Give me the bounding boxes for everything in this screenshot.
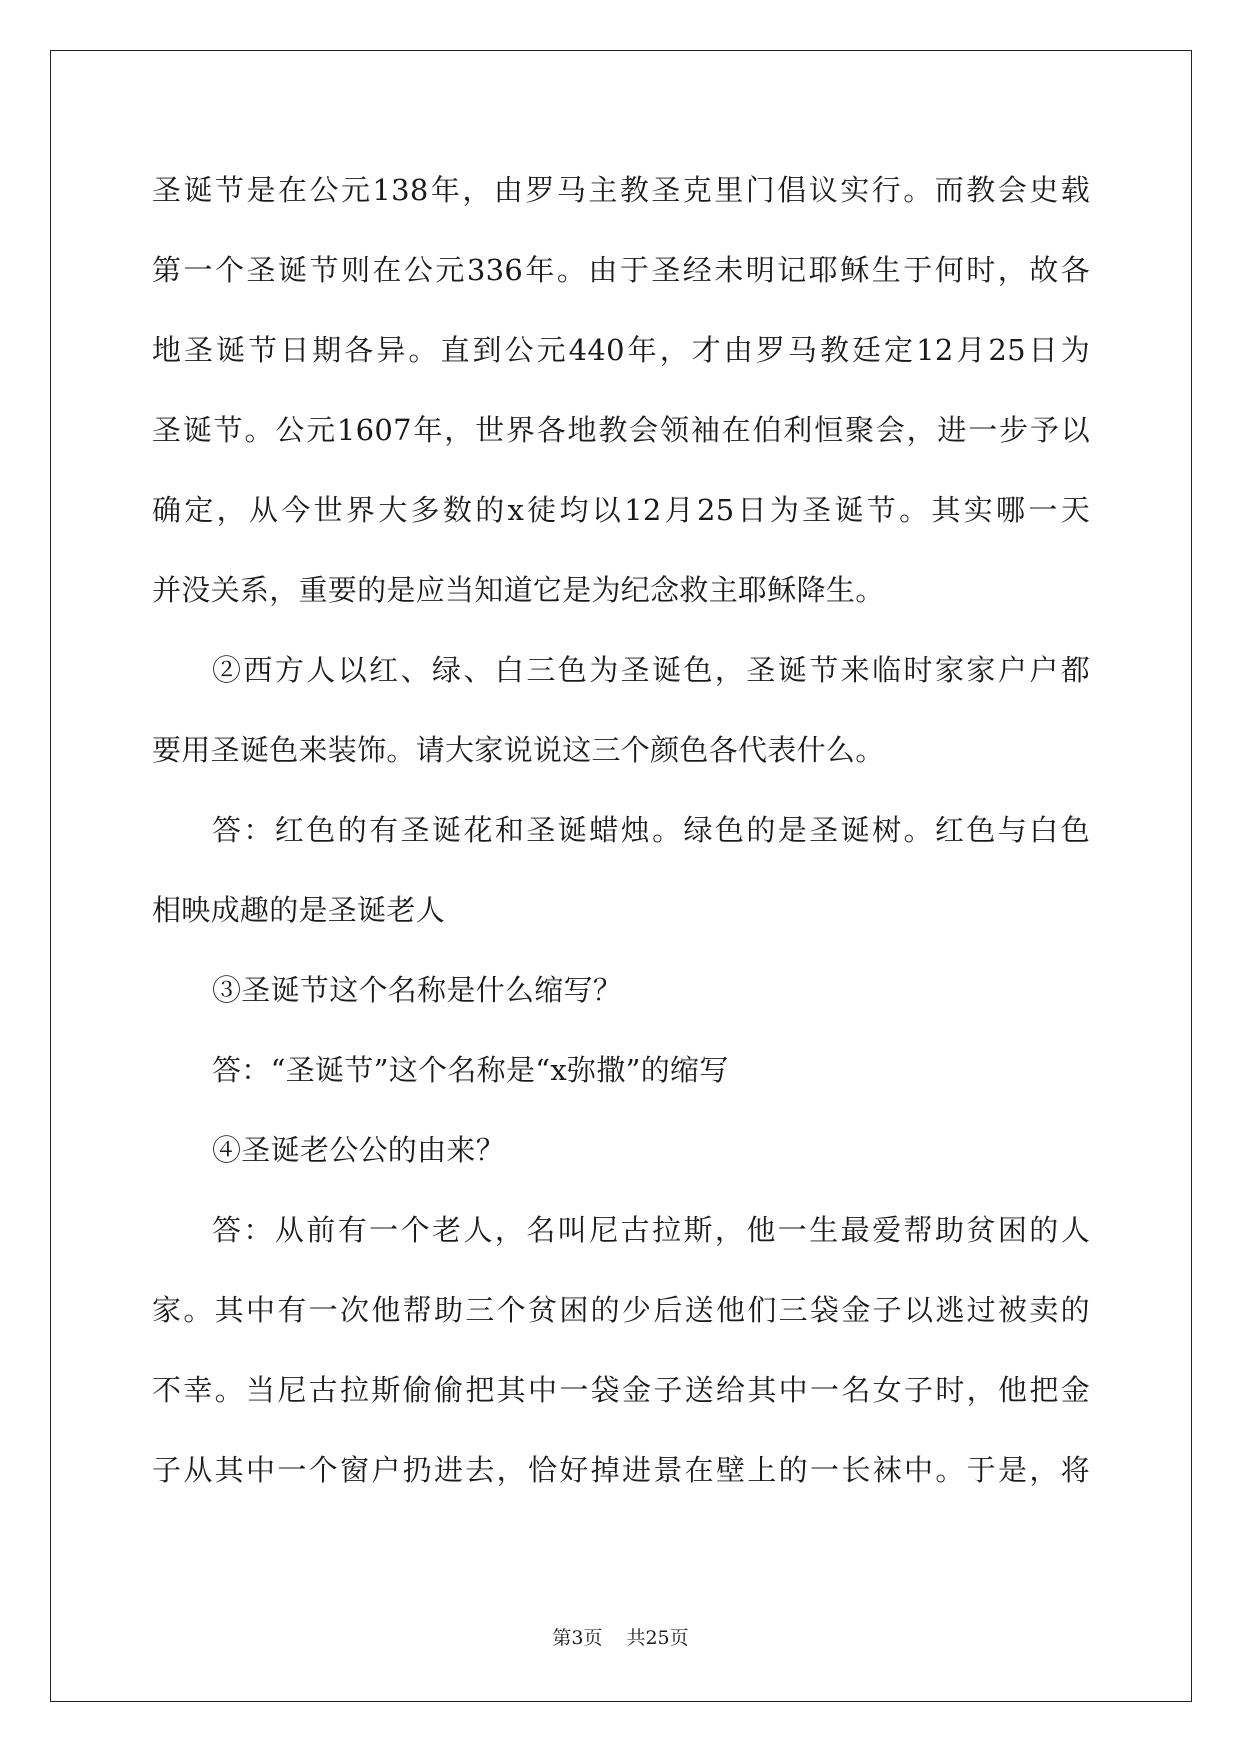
answer-4-line: 子从其中一个窗户扔进去，恰好掉进景在壁上的一长袜中。于是，将 — [152, 1453, 1090, 1487]
paragraph-line: 圣诞节是在公元138年，由罗马主教圣克里门倡议实行。而教会史载 — [152, 173, 1090, 207]
answer-4-line: 答：从前有一个老人，名叫尼古拉斯，他一生最爱帮助贫困的人 — [212, 1213, 1090, 1247]
answer-4-line: 不幸。当尼古拉斯偷偷把其中一袋金子送给其中一名女子时，他把金 — [152, 1373, 1090, 1407]
question-4-line: ④圣诞老公公的由来？ — [212, 1133, 506, 1167]
question-2-line: ②西方人以红、绿、白三色为圣诞色，圣诞节来临时家家户户都 — [212, 653, 1090, 687]
question-2-line: 要用圣诞色来装饰。请大家说说这三个颜色各代表什么。 — [152, 733, 885, 767]
paragraph-line: 确定，从今世界大多数的x徒均以12月25日为圣诞节。其实哪一天 — [152, 493, 1090, 527]
page-footer — [0, 1626, 1241, 1650]
page-number: 第3页 — [552, 1627, 603, 1649]
question-3-line: ③圣诞节这个名称是什么缩写？ — [212, 973, 623, 1007]
answer-2-line: 答：红色的有圣诞花和圣诞蜡烛。绿色的是圣诞树。红色与白色 — [212, 813, 1090, 847]
answer-3-line: 答：“圣诞节”这个名称是“x弥撒”的缩写 — [212, 1053, 729, 1087]
paragraph-line: 地圣诞节日期各异。直到公元440年，才由罗马教廷定12月25日为 — [152, 333, 1090, 367]
answer-4-line: 家。其中有一次他帮助三个贫困的少后送他们三袋金子以逃过被卖的 — [152, 1293, 1090, 1327]
page-total: 共25页 — [626, 1627, 689, 1649]
answer-2-line: 相映成趣的是圣诞老人 — [152, 893, 446, 927]
paragraph-line: 第一个圣诞节则在公元336年。由于圣经未明记耶稣生于何时，故各 — [152, 253, 1090, 287]
paragraph-line: 圣诞节。公元1607年，世界各地教会领袖在伯利恒聚会，进一步予以 — [152, 413, 1090, 447]
paragraph-line: 并没关系，重要的是应当知道它是为纪念救主耶稣降生。 — [152, 573, 885, 607]
